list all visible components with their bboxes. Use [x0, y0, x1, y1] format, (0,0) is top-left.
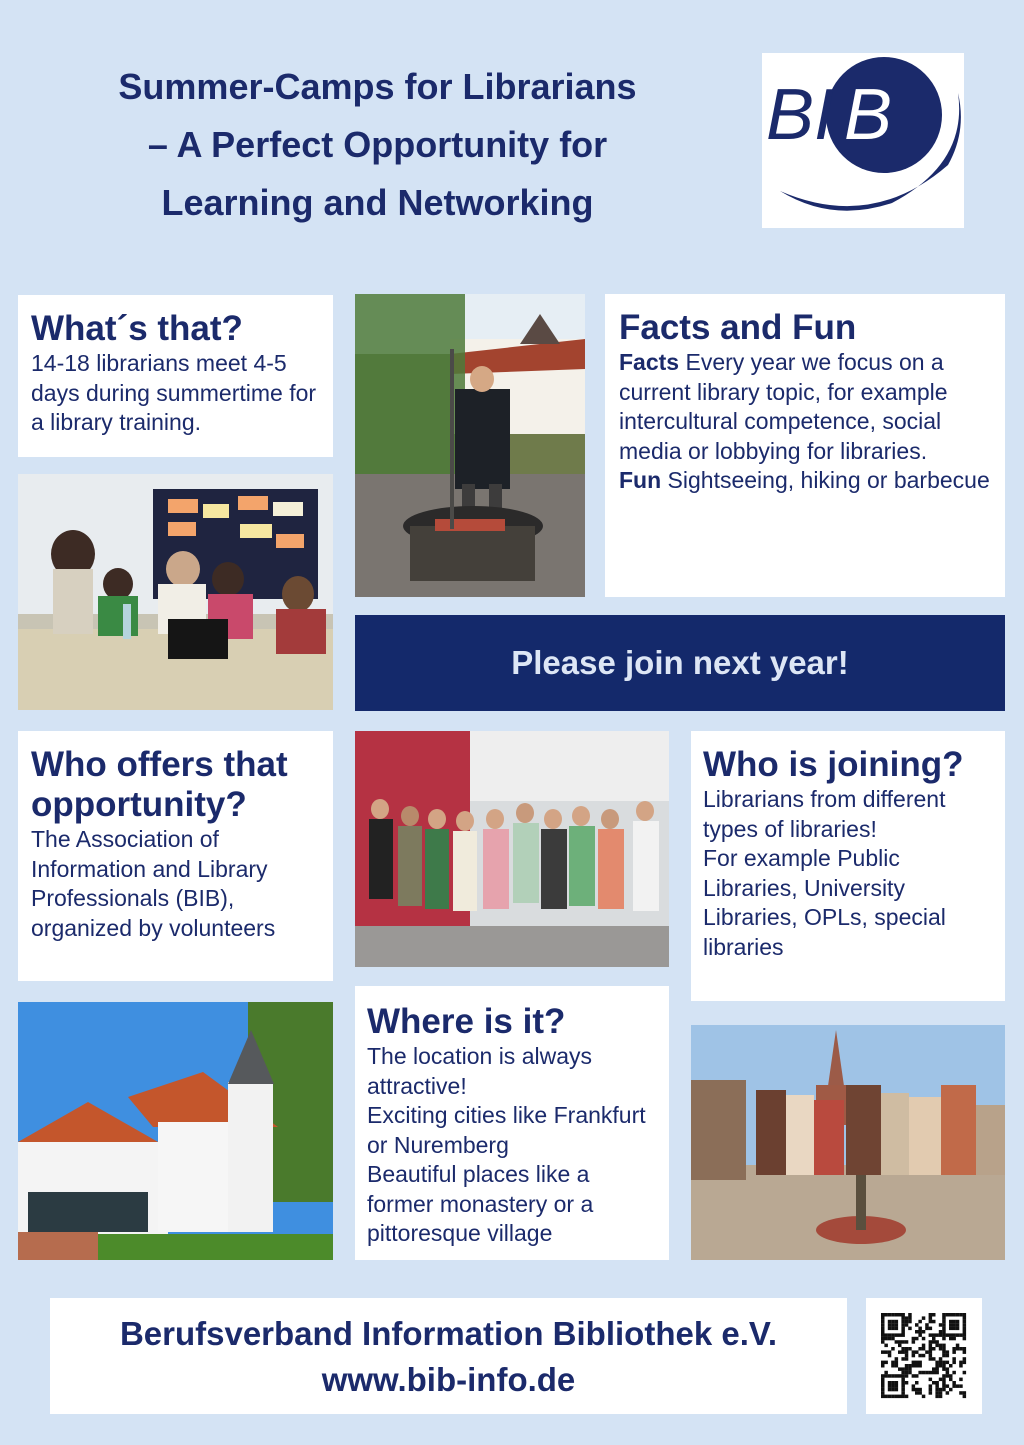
barbecue-photo	[355, 294, 585, 597]
fun-text	[619, 466, 993, 496]
who-offers-heading: Who offers that opportunity?	[31, 745, 288, 824]
facts-text	[619, 348, 993, 466]
where-heading: Where is it?	[367, 1002, 566, 1041]
where-box	[355, 986, 669, 1260]
frankfurt-photo	[691, 1025, 1005, 1260]
who-joining-text-2: For example Public Libraries, University Libraries, OPLs, special libraries	[703, 845, 946, 960]
bib-logo-icon	[762, 53, 964, 228]
where-text-3: Beautiful places like a former monastery or a pittoresque village	[367, 1161, 594, 1246]
who-joining-text-1: Librarians from different types of libraries!	[703, 786, 946, 842]
join-banner: Please join next year!	[355, 615, 1005, 711]
who-offers-box	[18, 731, 333, 981]
where-text-2: Exciting cities like Frankfurt or Nuremberg	[367, 1102, 646, 1158]
facts-and-fun-box	[605, 294, 1005, 597]
qr-code-icon	[866, 1298, 982, 1414]
monastery-photo	[18, 1002, 333, 1260]
footer-url[interactable]: www.bib-info.de	[321, 1361, 576, 1398]
svg-text:B: B	[844, 75, 893, 155]
who-joining-box	[691, 731, 1005, 1001]
who-offers-text: The Association of Information and Library Professionals (BIB), organized by volunteers	[31, 826, 276, 941]
footer	[50, 1298, 847, 1414]
footer-org: Berufsverband Information Bibliothek e.V.	[119, 1315, 778, 1352]
who-joining-heading: Who is joining?	[703, 745, 964, 784]
title-line-1: Summer-Camps for Librarians	[118, 66, 637, 107]
whats-that-box	[18, 295, 333, 457]
facts-body: Every year we focus on a current library topic, for example intercultural competence, social media or lobbying for libraries.	[619, 349, 948, 464]
group-photo	[355, 731, 669, 967]
fun-body: Sightseeing, hiking or barbecue	[661, 467, 990, 493]
facts-heading: Facts and Fun	[619, 308, 857, 347]
facts-label: Facts	[619, 349, 680, 375]
page-title	[20, 58, 735, 232]
workshop-photo	[18, 474, 333, 710]
bib-logo[interactable]	[762, 53, 964, 228]
qr-code[interactable]	[866, 1298, 982, 1414]
logo-text: BI	[766, 75, 835, 155]
whats-that-text: 14-18 librarians meet 4-5 days during summertime for a library training.	[31, 350, 317, 435]
whats-that-heading: What´s that?	[31, 309, 243, 348]
fun-label: Fun	[619, 467, 662, 493]
title-line-3: Learning and Networking	[161, 182, 594, 223]
where-text-1: The location is always attractive!	[367, 1043, 592, 1099]
title-line-2: – A Perfect Opportunity for	[147, 124, 608, 165]
